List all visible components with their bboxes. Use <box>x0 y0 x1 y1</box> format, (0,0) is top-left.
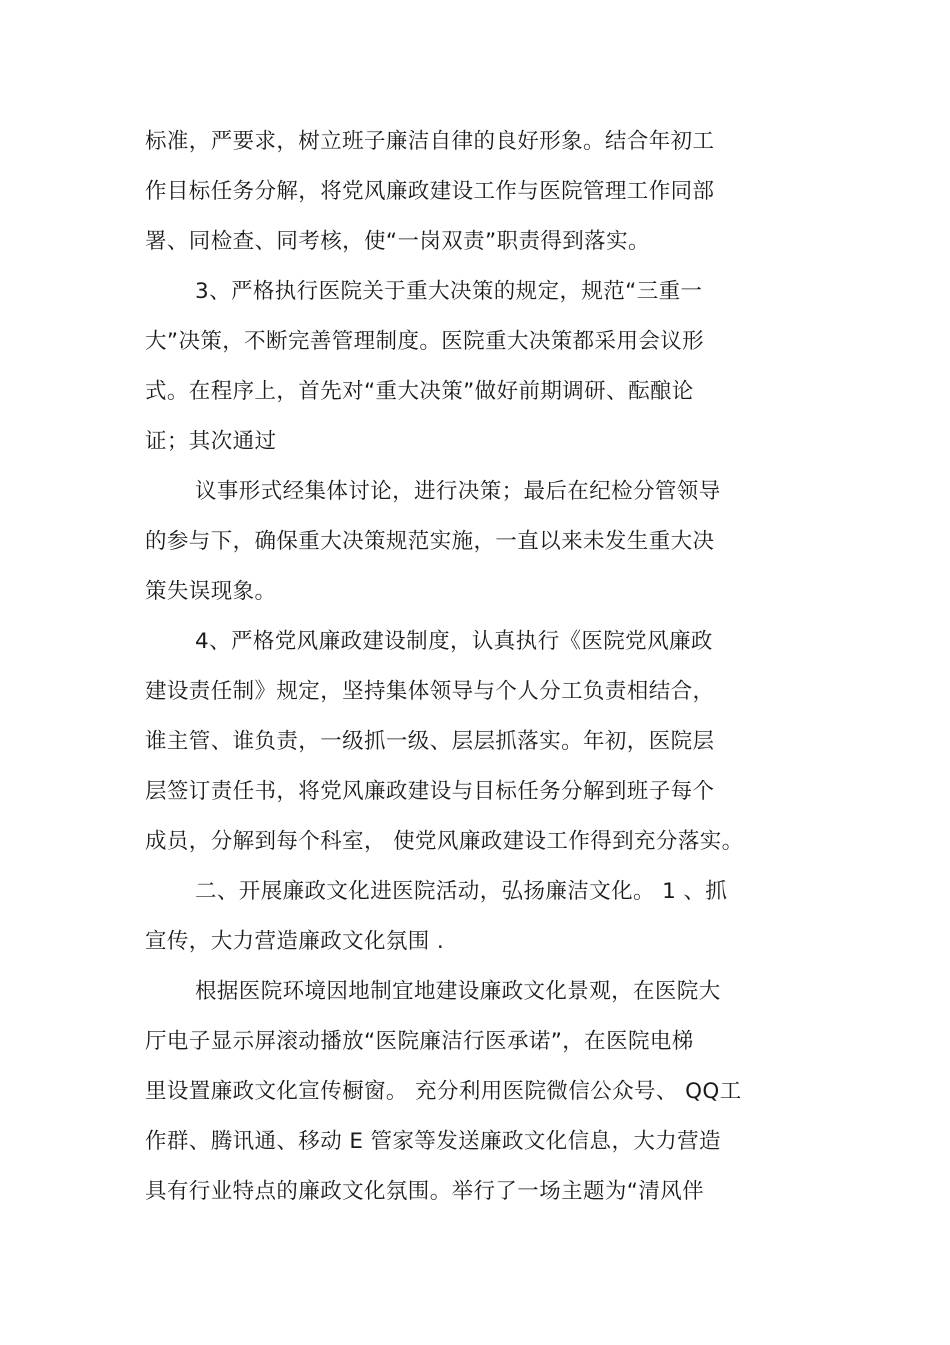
text-line: 成员，分解到每个科室， 使党风廉政建设工作得到充分落实。 <box>145 829 744 854</box>
text-line: 宣传，大力营造廉政文化氛围 . <box>145 929 445 954</box>
text-line: 具有行业特点的廉政文化氛围。举行了一场主题为“清风伴 <box>145 1179 705 1204</box>
text-line: 层签订责任书，将党风廉政建设与目标任务分解到班子每个 <box>145 779 715 804</box>
text-line: 策失误现象。 <box>145 579 277 604</box>
text-line: 标准，严要求，树立班子廉洁自律的良好形象。结合年初工 <box>145 129 715 154</box>
text-line: 大”决策，不断完善管理制度。医院重大决策都采用会议形 <box>145 329 705 354</box>
paragraph-start-line: 4、严格党风廉政建设制度，认真执行《医院党风廉政 <box>195 629 713 654</box>
text-line: 建设责任制》规定，坚持集体领导与个人分工负责相结合， <box>145 679 715 704</box>
text-line: 谁主管、谁负责，一级抓一级、层层抓落实。年初，医院层 <box>145 729 715 754</box>
text-line: 厅电子显示屏滚动播放“医院廉洁行医承诺”，在医院电梯 <box>145 1029 694 1054</box>
text-line: 作目标任务分解，将党风廉政建设工作与医院管理工作同部 <box>145 179 715 204</box>
text-line: 署、同检查、同考核，使“一岗双责”职责得到落实。 <box>145 229 650 254</box>
text-line: 作群、腾讯通、移动 E 管家等发送廉政文化信息，大力营造 <box>145 1129 721 1154</box>
paragraph-start-line: 议事形式经集体讨论，进行决策；最后在纪检分管领导 <box>195 479 721 504</box>
text-line: 式。在程序上，首先对“重大决策”做好前期调研、酝酿论 <box>145 379 694 404</box>
paragraph-start-line: 3、严格执行医院关于重大决策的规定，规范“三重一 <box>195 279 703 304</box>
paragraph-start-line: 根据医院环境因地制宜地建设廉政文化景观，在医院大 <box>195 979 721 1004</box>
text-line: 证；其次通过 <box>145 429 277 454</box>
text-line: 的参与下，确保重大决策规范实施，一直以来未发生重大决 <box>145 529 715 554</box>
section-heading-line: 二、开展廉政文化进医院活动，弘扬廉洁文化。 1 、抓 <box>195 879 728 904</box>
text-line: 里设置廉政文化宣传橱窗。 充分利用医院微信公众号、 QQ工 <box>145 1079 742 1104</box>
